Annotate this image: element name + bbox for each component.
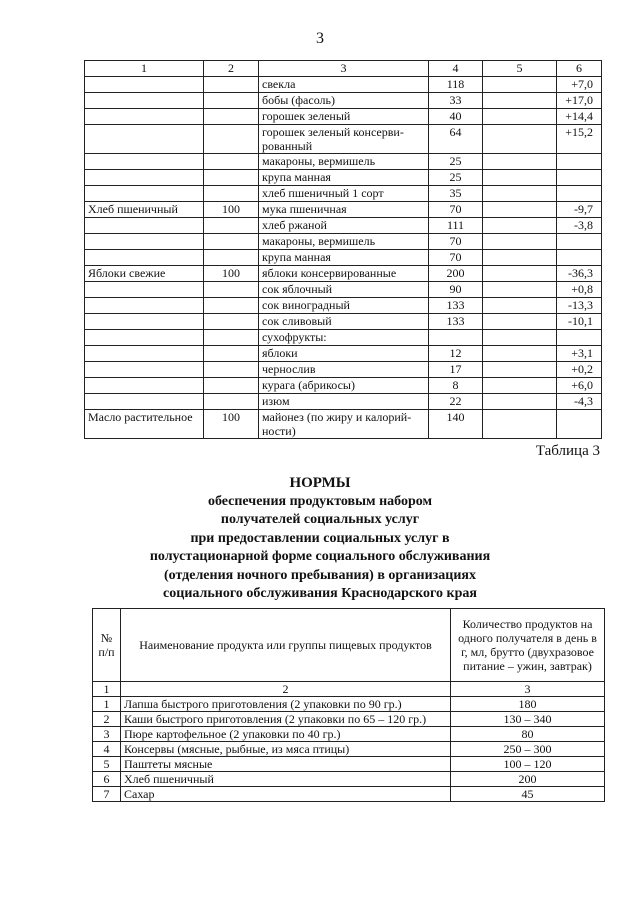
quantity-cell: 130 – 340 [451, 712, 605, 727]
col5-cell [483, 266, 557, 282]
column-number: 2 [204, 61, 259, 77]
substitute-cell: свекла [259, 77, 429, 93]
difference-cell: +7,0 [557, 77, 602, 93]
row-number-cell: 7 [93, 787, 121, 802]
difference-cell [557, 170, 602, 186]
column-number: 5 [483, 61, 557, 77]
difference-cell [557, 410, 602, 439]
table-row [85, 410, 602, 439]
table-row [85, 234, 602, 250]
col5-cell [483, 234, 557, 250]
norm-cell: 100 [204, 410, 259, 439]
substitute-cell: крупа манная [259, 250, 429, 266]
col5-cell [483, 109, 557, 125]
difference-cell [557, 154, 602, 170]
substitute-cell: сок виноградный [259, 298, 429, 314]
substitution-table [84, 60, 602, 439]
product-cell [85, 250, 204, 266]
col5-cell [483, 298, 557, 314]
norm-cell [204, 394, 259, 410]
table-row [85, 330, 602, 346]
table-header-row [93, 609, 605, 682]
product-name-cell: Сахар [121, 787, 451, 802]
table-row [85, 109, 602, 125]
col5-cell [483, 218, 557, 234]
substitute-cell: курага (абрикосы) [259, 378, 429, 394]
norm-cell [204, 346, 259, 362]
norm-cell [204, 186, 259, 202]
norm-cell [204, 298, 259, 314]
quantity-cell: 12 [429, 346, 483, 362]
substitute-cell: горошек зеленый консерви-рованный [259, 125, 429, 154]
norm-cell [204, 109, 259, 125]
quantity-cell: 133 [429, 314, 483, 330]
column-number: 1 [93, 682, 121, 697]
title-line: обеспечения продуктовым набором [207, 493, 433, 509]
product-cell [85, 93, 204, 109]
quantity-cell: 140 [429, 410, 483, 439]
col5-cell [483, 77, 557, 93]
norms-table [92, 608, 605, 802]
quantity-cell: 64 [429, 125, 483, 154]
quantity-cell: 33 [429, 93, 483, 109]
product-cell [85, 77, 204, 93]
product-cell [85, 234, 204, 250]
product-cell [85, 346, 204, 362]
product-cell [85, 378, 204, 394]
title-line: при предоставлении социальных услуг в [190, 530, 450, 546]
col5-cell [483, 330, 557, 346]
norm-cell [204, 218, 259, 234]
product-cell: Хлеб пшеничный [85, 202, 204, 218]
quantity-cell: 35 [429, 186, 483, 202]
norm-cell [204, 250, 259, 266]
quantity-cell: 100 – 120 [451, 757, 605, 772]
header-name: Наименование продукта или группы пищевых продуктов [121, 609, 451, 682]
norm-cell: 100 [204, 202, 259, 218]
quantity-cell: 25 [429, 170, 483, 186]
column-number: 2 [121, 682, 451, 697]
product-name-cell: Пюре картофельное (2 упаковки по 40 гр.) [121, 727, 451, 742]
substitute-cell: крупа манная [259, 170, 429, 186]
row-number-cell: 1 [93, 697, 121, 712]
title-line: социального обслуживания Краснодарского края [163, 586, 477, 601]
col5-cell [483, 250, 557, 266]
table-header-row [85, 61, 602, 77]
quantity-cell: 22 [429, 394, 483, 410]
difference-cell: +15,2 [557, 125, 602, 154]
header-qty: Количество продуктов на одного получателя в день в г, мл, брутто (двухразовое питание – ужин, завтрак) [451, 609, 605, 682]
col5-cell [483, 282, 557, 298]
product-cell [85, 109, 204, 125]
table-row [85, 282, 602, 298]
product-cell [85, 298, 204, 314]
product-cell [85, 125, 204, 154]
substitute-cell: чернослив [259, 362, 429, 378]
product-cell [85, 362, 204, 378]
table-row [85, 218, 602, 234]
title-line: получателей социальных услуг [220, 512, 420, 527]
col5-cell [483, 378, 557, 394]
product-name-cell: Консервы (мясные, рыбные, из мяса птицы) [121, 742, 451, 757]
product-cell [85, 314, 204, 330]
difference-cell [557, 186, 602, 202]
quantity-cell: 25 [429, 154, 483, 170]
norm-cell: 100 [204, 266, 259, 282]
table-row [85, 93, 602, 109]
norms-title [0, 474, 640, 604]
title-line: (отделения ночного пребывания) в организациях [163, 567, 476, 583]
quantity-cell: 17 [429, 362, 483, 378]
product-cell [85, 330, 204, 346]
norm-cell [204, 314, 259, 330]
table-row [85, 362, 602, 378]
row-number-cell: 2 [93, 712, 121, 727]
col5-cell [483, 410, 557, 439]
quantity-cell: 8 [429, 378, 483, 394]
table-row [85, 378, 602, 394]
quantity-cell: 40 [429, 109, 483, 125]
substitute-cell: яблоки консервированные [259, 266, 429, 282]
product-cell: Масло растительное [85, 410, 204, 439]
quantity-cell: 70 [429, 250, 483, 266]
table-row [93, 712, 605, 727]
norm-cell [204, 170, 259, 186]
substitute-cell: хлеб ржаной [259, 218, 429, 234]
column-number: 4 [429, 61, 483, 77]
column-number: 3 [451, 682, 605, 697]
title-line: полустационарной форме социального обслуживания [149, 549, 491, 564]
norm-cell [204, 77, 259, 93]
col5-cell [483, 154, 557, 170]
row-number-cell: 4 [93, 742, 121, 757]
col5-cell [483, 314, 557, 330]
product-name-cell: Хлеб пшеничный [121, 772, 451, 787]
difference-cell: +6,0 [557, 378, 602, 394]
quantity-cell: 133 [429, 298, 483, 314]
col5-cell [483, 394, 557, 410]
quantity-cell: 200 [451, 772, 605, 787]
col5-cell [483, 93, 557, 109]
table-row [93, 727, 605, 742]
row-number-cell: 3 [93, 727, 121, 742]
quantity-cell: 111 [429, 218, 483, 234]
difference-cell: -13,3 [557, 298, 602, 314]
substitute-cell: изюм [259, 394, 429, 410]
table-row [85, 170, 602, 186]
table-row [85, 394, 602, 410]
table-row [93, 772, 605, 787]
product-cell [85, 282, 204, 298]
substitute-cell: сухофрукты: [259, 330, 429, 346]
quantity-cell [429, 330, 483, 346]
quantity-cell: 70 [429, 202, 483, 218]
substitute-cell: горошек зеленый [259, 109, 429, 125]
difference-cell: +0,8 [557, 282, 602, 298]
substitute-cell: бобы (фасоль) [259, 93, 429, 109]
table-row [93, 697, 605, 712]
row-number-cell: 5 [93, 757, 121, 772]
difference-cell: -3,8 [557, 218, 602, 234]
difference-cell: -36,3 [557, 266, 602, 282]
substitute-cell: сок сливовый [259, 314, 429, 330]
table-row [85, 154, 602, 170]
norm-cell [204, 234, 259, 250]
product-cell: Яблоки свежие [85, 266, 204, 282]
table-row [85, 314, 602, 330]
col5-cell [483, 125, 557, 154]
norm-cell [204, 93, 259, 109]
title-line: НОРМЫ [289, 475, 351, 491]
quantity-cell: 250 – 300 [451, 742, 605, 757]
quantity-cell: 118 [429, 77, 483, 93]
difference-cell [557, 234, 602, 250]
substitute-cell: мука пшеничная [259, 202, 429, 218]
table-row [85, 125, 602, 154]
substitute-cell: хлеб пшеничный 1 сорт [259, 186, 429, 202]
product-name-cell: Лапша быстрого приготовления (2 упаковки по 90 гр.) [121, 697, 451, 712]
difference-cell: +0,2 [557, 362, 602, 378]
product-cell [85, 186, 204, 202]
norm-cell [204, 378, 259, 394]
quantity-cell: 70 [429, 234, 483, 250]
header-num: № п/п [93, 609, 121, 682]
norm-cell [204, 125, 259, 154]
col5-cell [483, 170, 557, 186]
norm-cell [204, 330, 259, 346]
page-number: 3 [316, 30, 324, 47]
table-row [85, 77, 602, 93]
norm-cell [204, 282, 259, 298]
table-row [85, 298, 602, 314]
table-row [85, 250, 602, 266]
difference-cell: +17,0 [557, 93, 602, 109]
column-number: 3 [259, 61, 429, 77]
difference-cell [557, 330, 602, 346]
col5-cell [483, 202, 557, 218]
product-name-cell: Каши быстрого приготовления (2 упаковки по 65 – 120 гр.) [121, 712, 451, 727]
table-label: Таблица 3 [535, 443, 600, 459]
product-cell [85, 394, 204, 410]
quantity-cell: 45 [451, 787, 605, 802]
table-row [85, 266, 602, 282]
table-row [85, 186, 602, 202]
substitute-cell: яблоки [259, 346, 429, 362]
col5-cell [483, 186, 557, 202]
quantity-cell: 90 [429, 282, 483, 298]
product-name-cell: Паштеты мясные [121, 757, 451, 772]
quantity-cell: 180 [451, 697, 605, 712]
row-number-cell: 6 [93, 772, 121, 787]
table-row [85, 202, 602, 218]
product-cell [85, 218, 204, 234]
col5-cell [483, 346, 557, 362]
difference-cell: +3,1 [557, 346, 602, 362]
substitute-cell: майонез (по жиру и калорий-ности) [259, 410, 429, 439]
difference-cell: +14,4 [557, 109, 602, 125]
column-number: 6 [557, 61, 602, 77]
norm-cell [204, 362, 259, 378]
difference-cell [557, 250, 602, 266]
table-row [85, 346, 602, 362]
substitute-cell: макароны, вермишель [259, 154, 429, 170]
column-number-row [93, 682, 605, 697]
difference-cell: -9,7 [557, 202, 602, 218]
product-cell [85, 154, 204, 170]
table-row [93, 742, 605, 757]
table-row [93, 757, 605, 772]
difference-cell: -4,3 [557, 394, 602, 410]
quantity-cell: 200 [429, 266, 483, 282]
norm-cell [204, 154, 259, 170]
product-cell [85, 170, 204, 186]
column-number: 1 [85, 61, 204, 77]
difference-cell: -10,1 [557, 314, 602, 330]
substitute-cell: макароны, вермишель [259, 234, 429, 250]
quantity-cell: 80 [451, 727, 605, 742]
substitute-cell: сок яблочный [259, 282, 429, 298]
col5-cell [483, 362, 557, 378]
table-row [93, 787, 605, 802]
